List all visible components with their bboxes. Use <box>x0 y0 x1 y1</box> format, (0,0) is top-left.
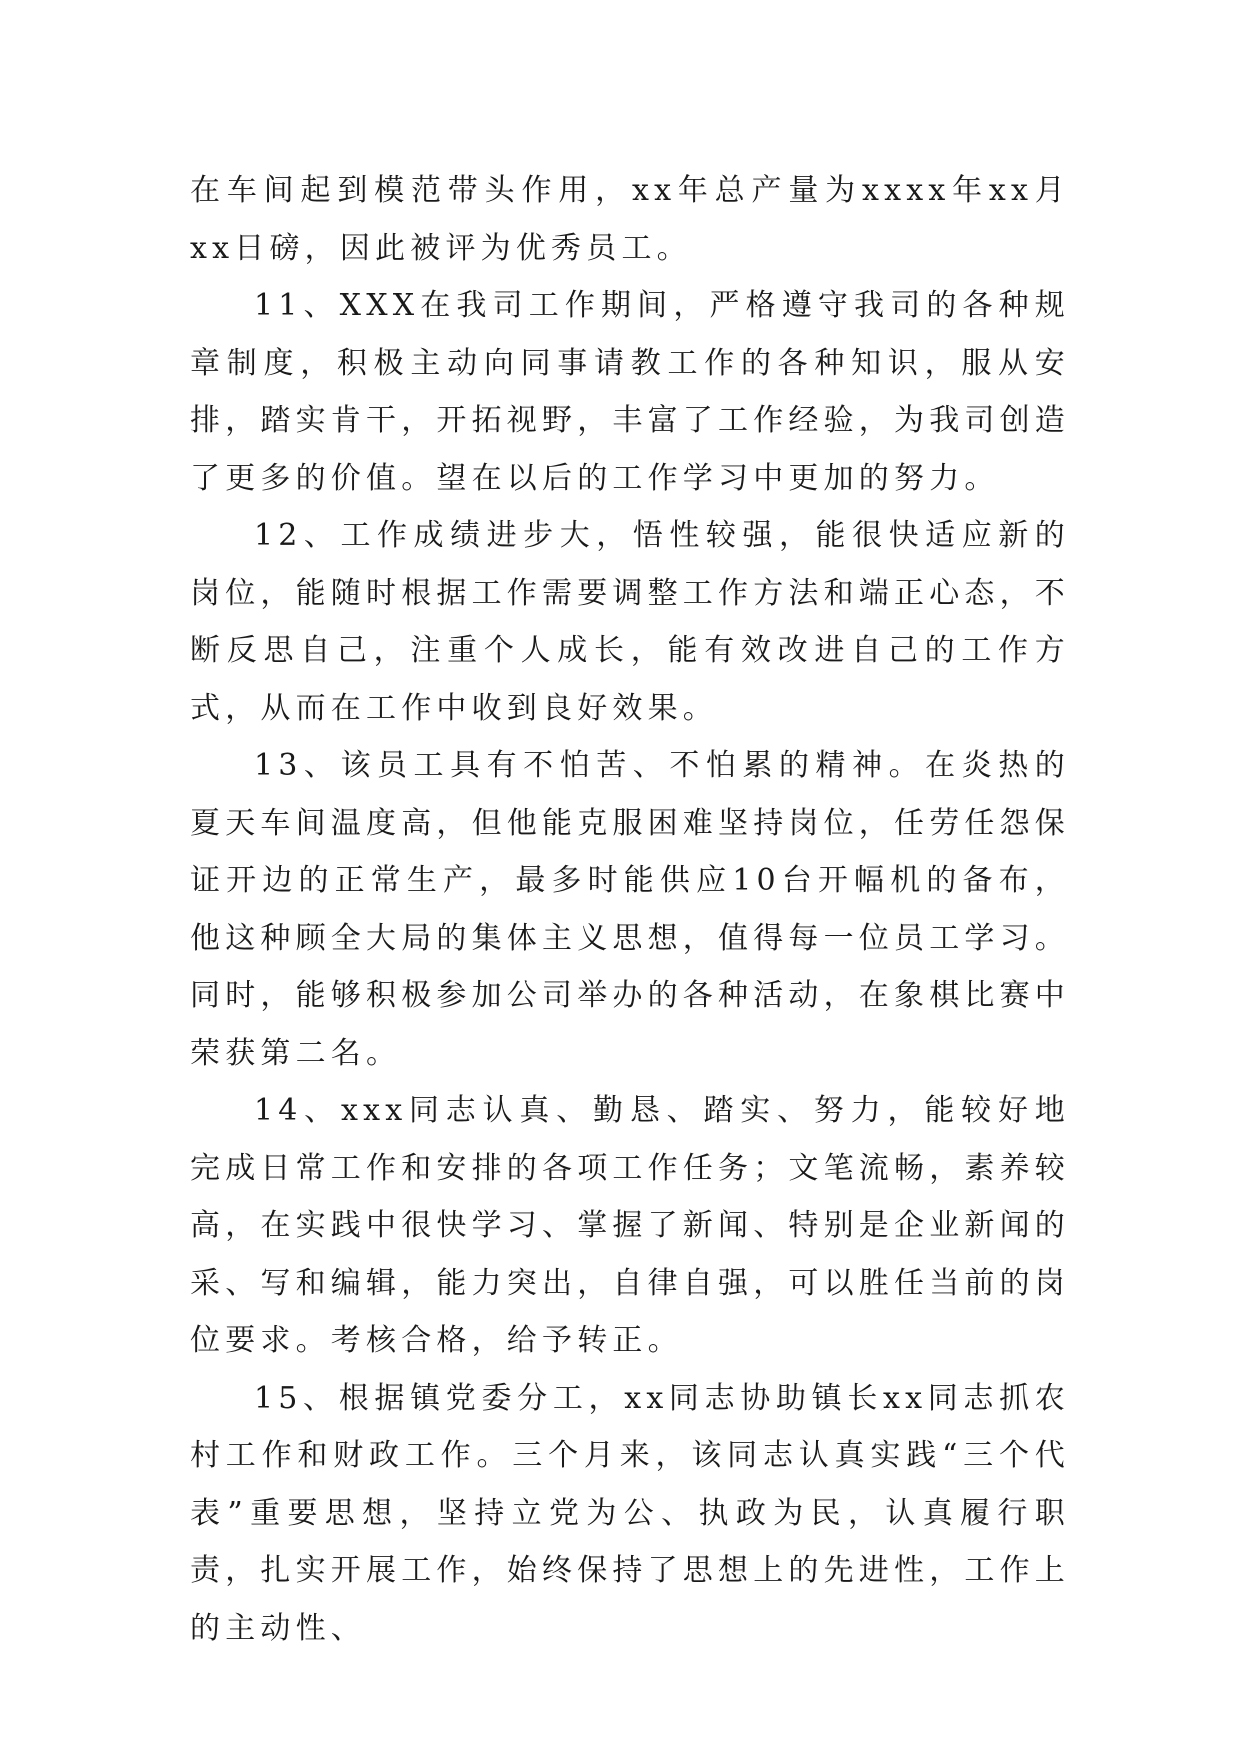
paragraph-item-14: 14、xxx同志认真、勤恳、踏实、努力，能较好地完成日常工作和安排的各项工作任务；文笔流畅，素养较高，在实践中很快学习、掌握了新闻、特别是企业新闻的采、写和编辑，能力突出，自律自强，可以胜任当前的岗位要求。考核合格，给予转正。 <box>190 1093 1070 1358</box>
paragraph-item-15: 15、根据镇党委分工，xx同志协助镇长xx同志抓农村工作和财政工作。三个月来，该同志认真实践“三个代表”重要思想，坚持立党为公、执政为民，认真履行职责，扎实开展工作，始终保持了思想上的先进性，工作上的主动性、 <box>190 1380 1070 1646</box>
paragraph-item-12: 12、工作成绩进步大，悟性较强，能很快适应新的岗位，能随时根据工作需要调整工作方法和端正心态，不断反思自己，注重个人成长，能有效改进自己的工作方式，从而在工作中收到良好效果。 <box>190 518 1070 726</box>
paragraph-item-13: 13、该员工具有不怕苦、不怕累的精神。在炎热的夏天车间温度高，但他能克服困难坚持岗位，任劳任怨保证开边的正常生产，最多时能供应10台开幅机的备布，他这种顾全大局的集体主义思想，值得每一位员工学习。同时，能够积极参加公司举办的各种活动，在象棋比赛中荣获第二名。 <box>190 748 1070 1071</box>
document-body <box>190 162 1070 1657</box>
paragraph-item-11: 11、XXX在我司工作期间，严格遵守我司的各种规章制度，积极主动向同事请教工作的各种知识，服从安排，踏实肯干，开拓视野，丰富了工作经验，为我司创造了更多的价值。望在以后的工作学习中更加的努力。 <box>190 288 1070 496</box>
paragraph: 在车间起到模范带头作用，xx年总产量为xxxx年xx月xx日磅，因此被评为优秀员工。 <box>190 173 1070 266</box>
